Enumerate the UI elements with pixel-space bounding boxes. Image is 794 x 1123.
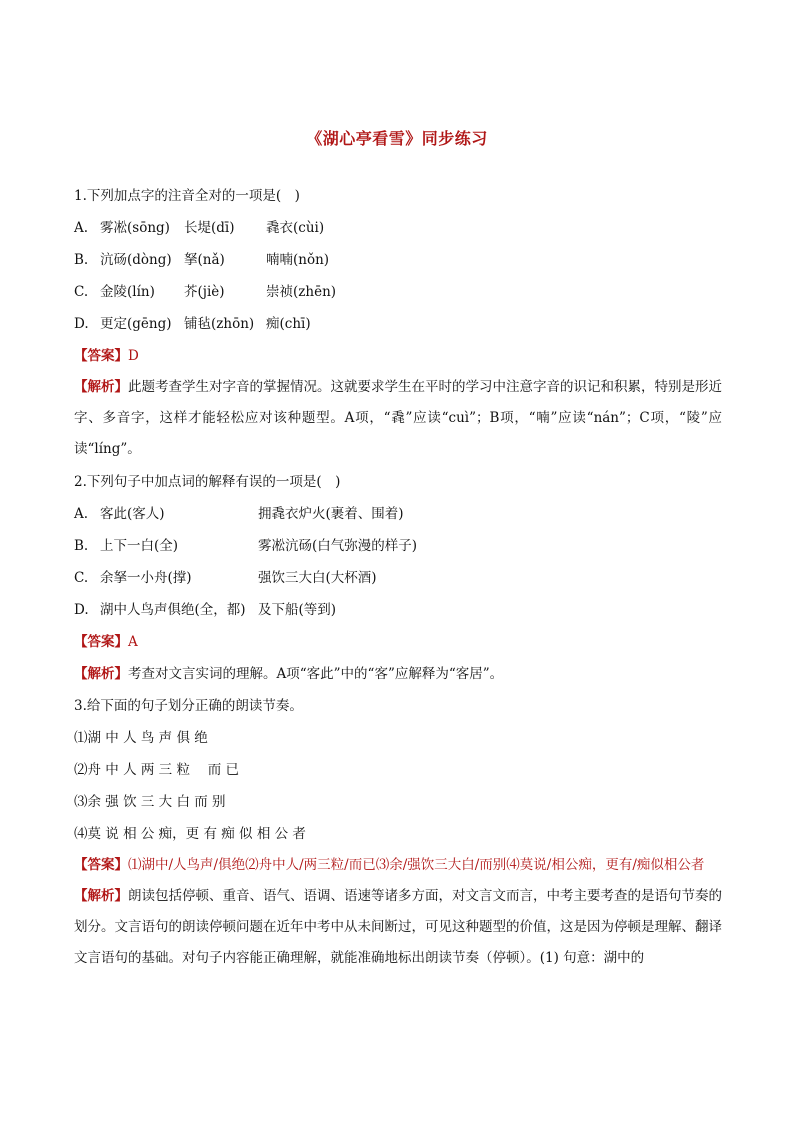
document-body [74,180,722,974]
answer-value: A [128,634,138,650]
analysis-tag: 【解析】 [74,379,128,395]
analysis-tag: 【解析】 [74,666,128,682]
q2-stem: 2.下列句子中加点词的解释有误的一项是( ) [74,474,341,490]
q1-option-b: B. 沆砀(dòng) 拏(nǎ) 喃喃(nǒn) [74,252,330,268]
q3-item-3: ⑶余 强 饮 三 大 白 而 别 [74,794,226,810]
answer-tag: 【答案】 [74,634,128,650]
q1-analysis [74,372,722,465]
analysis-text: 此题考查学生对字音的掌握情况。这就要求学生在平时的学习中注意字音的识记和积累，特别是形近字、多音字，这样才能轻松应对该种题型。A项，“毳”应读“cuì”；B项，“喃”应读“nán”；C项，“陵”应读“líng”。 [74,379,722,457]
q1-option-c: C. 金陵(lín) 芥(jiè) 崇祯(zhēn) [74,284,337,300]
q1-stem: 1.下列加点字的注音全对的一项是( ) [74,188,300,204]
analysis-text: 朗读包括停顿、重音、语气、语调、语速等诸多方面，对文言文而言，中考主要考查的是语句节奏的划分。文言语句的朗读停顿问题在近年中考中从未间断过，可见这种题型的价值，这是因为停顿是理解、翻译文言语句的基础。对句子内容能正确理解，就能准确地标出朗读节奏（停顿）。(1) 句意：湖中的 [74,888,722,966]
q2-option-a: A. 客此(客人) 拥毳衣炉火(裹着、围着) [74,506,404,522]
q3-item-4: ⑷莫 说 相 公 痴，更 有 痴 似 相 公 者 [74,826,306,842]
q2-option-d: D. 湖中人鸟声俱绝(全，都) 及下船(等到) [74,602,337,618]
q1-option-a: A. 雾凇(sōng) 长堤(dī) 毳衣(cùi) [74,220,325,236]
q1-option-d: D. 更定(gēng) 铺毡(zhōn) 痴(chī) [74,316,311,332]
q3-stem: 3.给下面的句子划分正确的朗读节奏。 [74,698,303,714]
q1-answer [74,340,722,372]
q2-analysis [74,658,722,690]
q3-answer [74,850,722,881]
answer-value: ⑴湖中/人鸟声/俱绝⑵舟中人/两三粒/而已⑶余/强饮三大白/而别⑷莫说/相公痴，更有/痴似相公者 [128,857,705,873]
q3-analysis [74,881,722,974]
analysis-text: 考查对文言实词的理解。A项“客此”中的“客”应解释为“客居”。 [128,666,504,682]
q2-answer [74,626,722,658]
q3-item-1: ⑴湖 中 人 鸟 声 俱 绝 [74,730,208,746]
q3-item-2: ⑵舟 中 人 两 三 粒 而 已 [74,762,240,778]
q2-option-b: B. 上下一白(全) 雾凇沆砀(白气弥漫的样子) [74,538,418,554]
answer-tag: 【答案】 [74,348,128,364]
analysis-tag: 【解析】 [74,888,128,904]
answer-tag: 【答案】 [74,857,128,873]
document-title: 《湖心亭看雪》同步练习 [306,129,488,148]
q2-option-c: C. 余拏一小舟(撑) 强饮三大白(大杯酒) [74,570,377,586]
answer-value: D [128,348,139,364]
